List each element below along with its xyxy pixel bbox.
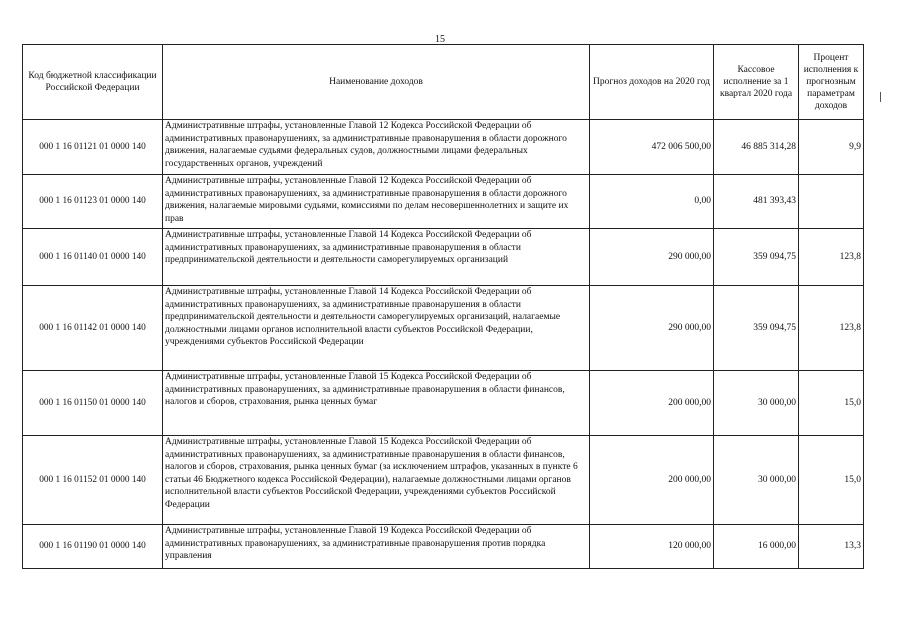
cell-execution: 359 094,75	[714, 229, 799, 286]
cell-execution: 30 000,00	[714, 371, 799, 436]
cell-execution: 46 885 314,28	[714, 120, 799, 175]
cell-percent: 123,8	[799, 286, 864, 371]
scan-edge-mark	[880, 92, 881, 102]
cell-name: Административные штрафы, установленные Главой 12 Кодекса Российской Федерации об административных правонарушениях, за административные правонарушения в области дорожного движения, налагаемые судьями федеральных судов, должностными лицами федеральных государственных органов, учреждений	[163, 120, 590, 175]
cell-code: 000 1 16 01140 01 0000 140	[23, 229, 163, 286]
header-execution: Кассовое исполнение за 1 квартал 2020 года	[714, 45, 799, 120]
cell-name: Административные штрафы, установленные Главой 15 Кодекса Российской Федерации об административных правонарушениях, за административные правонарушения в области финансов, налогов и сборов, страхования, рынка ценных бумаг	[163, 371, 590, 436]
cell-percent: 13,3	[799, 525, 864, 569]
cell-forecast: 200 000,00	[590, 371, 714, 436]
cell-execution: 16 000,00	[714, 525, 799, 569]
header-forecast: Прогноз доходов на 2020 год	[590, 45, 714, 120]
cell-execution: 30 000,00	[714, 436, 799, 525]
cell-forecast: 472 006 500,00	[590, 120, 714, 175]
table-row	[23, 436, 864, 525]
table-row	[23, 120, 864, 175]
cell-percent: 9,9	[799, 120, 864, 175]
cell-code: 000 1 16 01121 01 0000 140	[23, 120, 163, 175]
cell-name: Административные штрафы, установленные Главой 12 Кодекса Российской Федерации об административных правонарушениях, за административные правонарушения в области дорожного движения, налагаемые мировыми судьями, комиссиями по делам несовершеннолетних и защите их прав	[163, 175, 590, 229]
cell-forecast: 120 000,00	[590, 525, 714, 569]
header-name: Наименование доходов	[163, 45, 590, 120]
table-row	[23, 286, 864, 371]
cell-forecast: 200 000,00	[590, 436, 714, 525]
budget-revenue-table	[22, 44, 864, 569]
cell-name: Административные штрафы, установленные Главой 19 Кодекса Российской Федерации об административных правонарушениях, за административные правонарушения против порядка управления	[163, 525, 590, 569]
cell-name: Административные штрафы, установленные Главой 14 Кодекса Российской Федерации об административных правонарушениях, за административные правонарушения в области предпринимательской деятельности и деятельности саморегулируемых организаций	[163, 229, 590, 286]
cell-forecast: 0,00	[590, 175, 714, 229]
header-code: Код бюджетной классификации Российской Федерации	[23, 45, 163, 120]
cell-percent	[799, 175, 864, 229]
cell-code: 000 1 16 01152 01 0000 140	[23, 436, 163, 525]
table-row	[23, 175, 864, 229]
cell-percent: 15,0	[799, 371, 864, 436]
cell-percent: 15,0	[799, 436, 864, 525]
cell-execution: 359 094,75	[714, 286, 799, 371]
cell-name: Административные штрафы, установленные Главой 14 Кодекса Российской Федерации об административных правонарушениях, за административные правонарушения в области предпринимательской деятельности и деятельности саморегулируемых организаций, налагаемые должностными лицами органов исполнительной власти субъектов Российской Федерации, учреждениями субъектов Российской Федерации	[163, 286, 590, 371]
page-number: 15	[435, 34, 445, 45]
cell-code: 000 1 16 01142 01 0000 140	[23, 286, 163, 371]
table-row	[23, 229, 864, 286]
cell-code: 000 1 16 01190 01 0000 140	[23, 525, 163, 569]
cell-execution: 481 393,43	[714, 175, 799, 229]
table-header-row	[23, 45, 864, 120]
table-row	[23, 371, 864, 436]
cell-percent: 123,8	[799, 229, 864, 286]
cell-code: 000 1 16 01150 01 0000 140	[23, 371, 163, 436]
cell-forecast: 290 000,00	[590, 286, 714, 371]
cell-forecast: 290 000,00	[590, 229, 714, 286]
table-row	[23, 525, 864, 569]
header-percent: Процент исполнения к прогнозным параметрам доходов	[799, 45, 864, 120]
cell-name: Административные штрафы, установленные Главой 15 Кодекса Российской Федерации об административных правонарушениях, за административные правонарушения в области финансов, налогов и сборов, страхования, рынка ценных бумаг (за исключением штрафов, указанных в пункте 6 статьи 46 Бюджетного кодекса Российской Федерации), налагаемые должностными лицами органов исполнительной власти субъектов Российской Федерации, учреждениями субъектов Российской Федерации	[163, 436, 590, 525]
cell-code: 000 1 16 01123 01 0000 140	[23, 175, 163, 229]
